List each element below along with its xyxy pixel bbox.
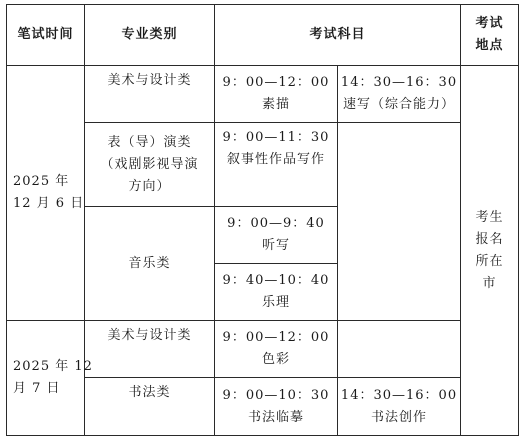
header-place [461, 5, 519, 66]
subject-name: 素描 [261, 97, 290, 112]
place-line2: 报名 [475, 231, 504, 247]
header-place-line1: 考试 [475, 16, 504, 31]
exam-place [461, 66, 519, 436]
subject-time: 9：00—9：40 [227, 216, 325, 231]
subject-time: 9：00—12：00 [222, 75, 330, 90]
header-category: 专业类别 [85, 5, 215, 66]
subject-empty [338, 123, 461, 321]
subject-narrative-writing [215, 123, 338, 207]
header-subjects: 考试科目 [215, 5, 461, 66]
subject-sketch [215, 66, 338, 123]
header-time: 笔试时间 [7, 5, 85, 66]
category-line3: 方向） [128, 178, 171, 194]
date-day2 [7, 321, 93, 436]
subject-name: 乐理 [261, 295, 290, 310]
date-day2-line1: 2025 年 12 [13, 359, 93, 374]
date-day2-line2: 月 7 日 [13, 381, 61, 396]
date-day1 [7, 66, 85, 321]
subject-time: 14：30—16：00 [340, 387, 458, 403]
header-row [7, 5, 519, 66]
exam-schedule-table [6, 4, 519, 436]
subject-time: 9：00—12：00 [222, 330, 330, 345]
category-performance [85, 123, 215, 207]
subject-quick-sketch [338, 66, 461, 123]
subject-name: 色彩 [261, 352, 290, 367]
subject-name: 书法创作 [371, 409, 428, 425]
place-line4: 市 [482, 275, 497, 291]
subject-calligraphy-copy [215, 378, 338, 436]
subject-name: 书法临摹 [247, 409, 304, 425]
subject-time: 9：00—11：30 [222, 130, 330, 145]
category-calligraphy: 书法类 [85, 378, 215, 436]
subject-name: 听写 [261, 238, 290, 253]
category-music: 音乐类 [85, 207, 215, 321]
subject-color [215, 321, 338, 378]
subject-calligraphy-creation [338, 378, 461, 436]
category-line2: （戏剧影视导演 [100, 156, 199, 172]
subject-time: 9：00—10：30 [222, 387, 330, 403]
place-line3: 所在 [475, 253, 504, 269]
date-day1-line1: 2025 年 [13, 174, 70, 189]
category-line1: 表（导）演类 [107, 134, 192, 150]
table-row [7, 321, 519, 378]
subject-empty [338, 321, 461, 378]
subject-dictation [215, 207, 338, 264]
category-art-day2: 美术与设计类 [85, 321, 215, 378]
date-day1-line2: 12 月 6 日 [13, 196, 85, 211]
subject-name: 叙事性作品写作 [226, 152, 325, 167]
subject-time: 9：40—10：40 [222, 273, 330, 288]
subject-name: 速写（综合能力） [343, 97, 456, 112]
subject-time: 14：30—16：30 [340, 75, 458, 90]
header-place-line2: 地点 [475, 38, 504, 53]
place-line1: 考生 [475, 209, 504, 225]
category-art-day1: 美术与设计类 [85, 66, 215, 123]
subject-music-theory [215, 264, 338, 321]
table-row [7, 66, 519, 123]
